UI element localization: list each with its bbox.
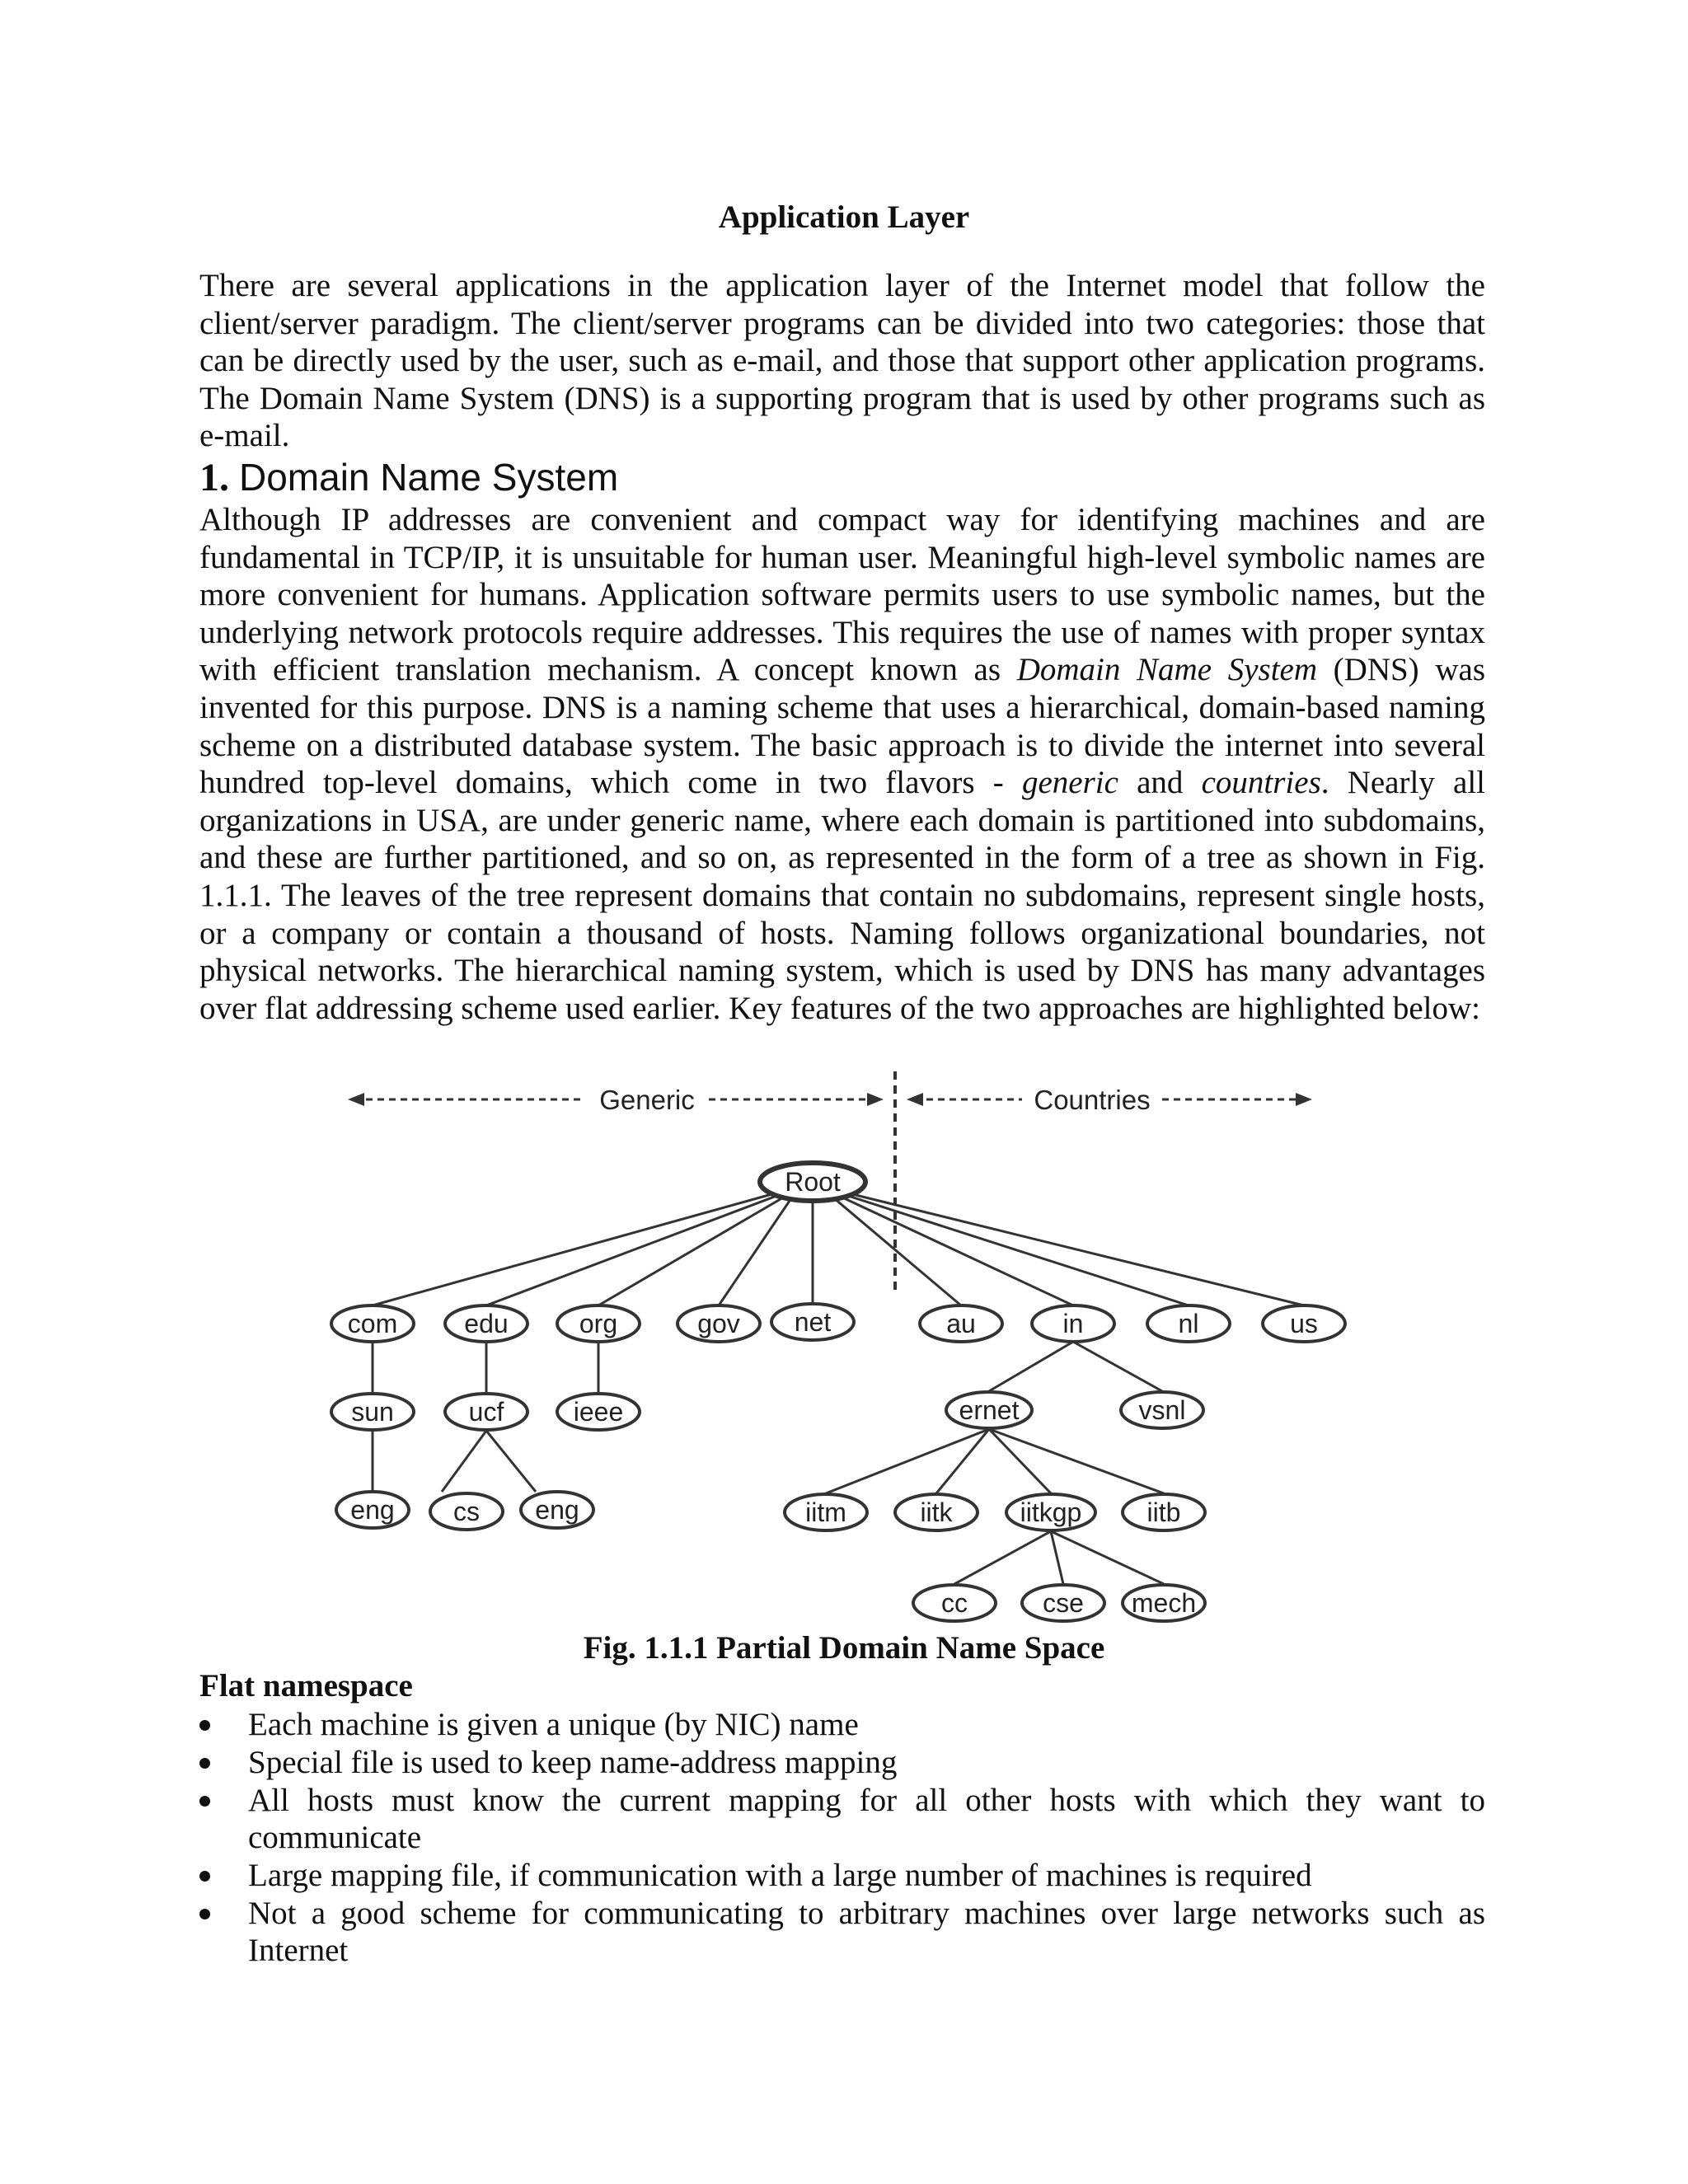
label-cse: cse bbox=[1043, 1588, 1084, 1618]
label-mech: mech bbox=[1131, 1588, 1197, 1618]
label-root: Root bbox=[785, 1167, 841, 1197]
label-cs: cs bbox=[453, 1497, 480, 1526]
label-vsnl: vsnl bbox=[1138, 1395, 1186, 1425]
label-us: us bbox=[1290, 1309, 1318, 1338]
list-item: Not a good scheme for communicating to arbitrary machines over large networks such as Internet bbox=[199, 1895, 1485, 1969]
term-generic: generic bbox=[1021, 765, 1118, 801]
generic-arrow-left-head bbox=[348, 1093, 364, 1106]
label-nl: nl bbox=[1178, 1309, 1199, 1338]
list-item: All hosts must know the current mapping for all other hosts with which they want to communicate bbox=[199, 1782, 1485, 1856]
label-net: net bbox=[794, 1307, 832, 1337]
bullet-icon bbox=[199, 1909, 210, 1919]
page-title: Application Layer bbox=[718, 199, 970, 235]
bullet-icon bbox=[199, 1796, 210, 1807]
dns-paragraph bbox=[199, 501, 1485, 1027]
dns-text-part-2: (DNS) was invented for this purpose. DNS is a naming scheme that uses a hierarchical, domain-based naming scheme on a distributed database system. The basic approach is to divide the internet into several hundred top-level domains, which come in two flavors - bbox=[199, 652, 1485, 801]
label-cc: cc bbox=[941, 1588, 968, 1618]
bullet-icon bbox=[199, 1720, 210, 1731]
label-org: org bbox=[579, 1309, 618, 1338]
generic-arrow-right-head bbox=[867, 1093, 884, 1106]
label-ieee: ieee bbox=[573, 1397, 624, 1427]
section-title: Domain Name System bbox=[239, 456, 619, 499]
generic-label: Generic bbox=[599, 1085, 695, 1115]
flat-namespace-list bbox=[199, 1706, 1485, 1970]
list-item: Special file is used to keep name-address mapping bbox=[199, 1744, 1485, 1781]
domain-name-space-tree bbox=[313, 1071, 1401, 1632]
dns-text-part-1: Although IP addresses are convenient and compact way for identifying machines and are fundamental in TCP/IP, it is unsuitable for human user. Meaningful high-level symbolic names are more convenient for humans. Application software permits users to use symbolic names, but the underlying network protocols require addresses. This requires the use of names with proper syntax with efficient translation mechanism. A concept known as bbox=[199, 502, 1485, 688]
figure-caption: Fig. 1.1.1 Partial Domain Name Space bbox=[583, 1630, 1105, 1666]
term-countries: countries bbox=[1201, 765, 1321, 801]
countries-arrow-right-head bbox=[1296, 1093, 1312, 1106]
label-edu: edu bbox=[464, 1309, 509, 1338]
list-item: Large mapping file, if communication with a large number of machines is required bbox=[199, 1857, 1485, 1894]
flat-namespace-heading: Flat namespace bbox=[199, 1668, 413, 1704]
label-ernet: ernet bbox=[959, 1395, 1020, 1425]
label-iitb: iitb bbox=[1146, 1497, 1181, 1527]
label-au: au bbox=[946, 1309, 976, 1338]
label-com: com bbox=[347, 1309, 398, 1338]
list-item: Each machine is given a unique (by NIC) name bbox=[199, 1706, 1485, 1743]
countries-label: Countries bbox=[1034, 1085, 1151, 1115]
label-in: in bbox=[1062, 1309, 1084, 1338]
label-eng-1: eng bbox=[350, 1495, 395, 1525]
label-gov: gov bbox=[697, 1309, 740, 1338]
label-eng-2: eng bbox=[535, 1495, 579, 1525]
intro-paragraph: There are several applications in the application layer of the Internet model that follow the client/server paradigm. The client/server programs can be divided into two categories: those that can be directly used by the user, such as e-mail, and those that support other application programs. The Domain Name System (DNS) is a supporting program that is used by other programs such as e-mail. bbox=[199, 268, 1485, 454]
bullet-icon bbox=[199, 1758, 210, 1769]
label-iitkgp: iitkgp bbox=[1020, 1497, 1082, 1527]
term-domain-name-system: Domain Name System bbox=[1016, 652, 1317, 688]
label-iitk: iitk bbox=[920, 1497, 953, 1527]
dns-text-part-4: . Nearly all organizations in USA, are under generic name, where each domain is partitioned into subdomains, and these are further partitioned, and so on, as represented in the form of a tree as shown in Fig. 1.1.1. The leaves of the tree represent domains that contain no subdomains, represent single hosts, or a company or contain a thousand of hosts. Naming follows organizational boundaries, not physical networks. The hierarchical naming system, which is used by DNS has many advantages over flat addressing scheme used earlier. Key features of the two approaches are highlighted below: bbox=[199, 765, 1485, 1026]
label-iitm: iitm bbox=[805, 1497, 846, 1527]
label-ucf: ucf bbox=[468, 1397, 504, 1427]
bullet-icon bbox=[199, 1871, 210, 1882]
label-sun: sun bbox=[351, 1397, 394, 1427]
section-heading bbox=[199, 453, 618, 502]
section-number: 1. bbox=[199, 456, 229, 499]
countries-arrow-left-head bbox=[907, 1093, 923, 1106]
dns-text-part-3: and bbox=[1118, 765, 1202, 801]
